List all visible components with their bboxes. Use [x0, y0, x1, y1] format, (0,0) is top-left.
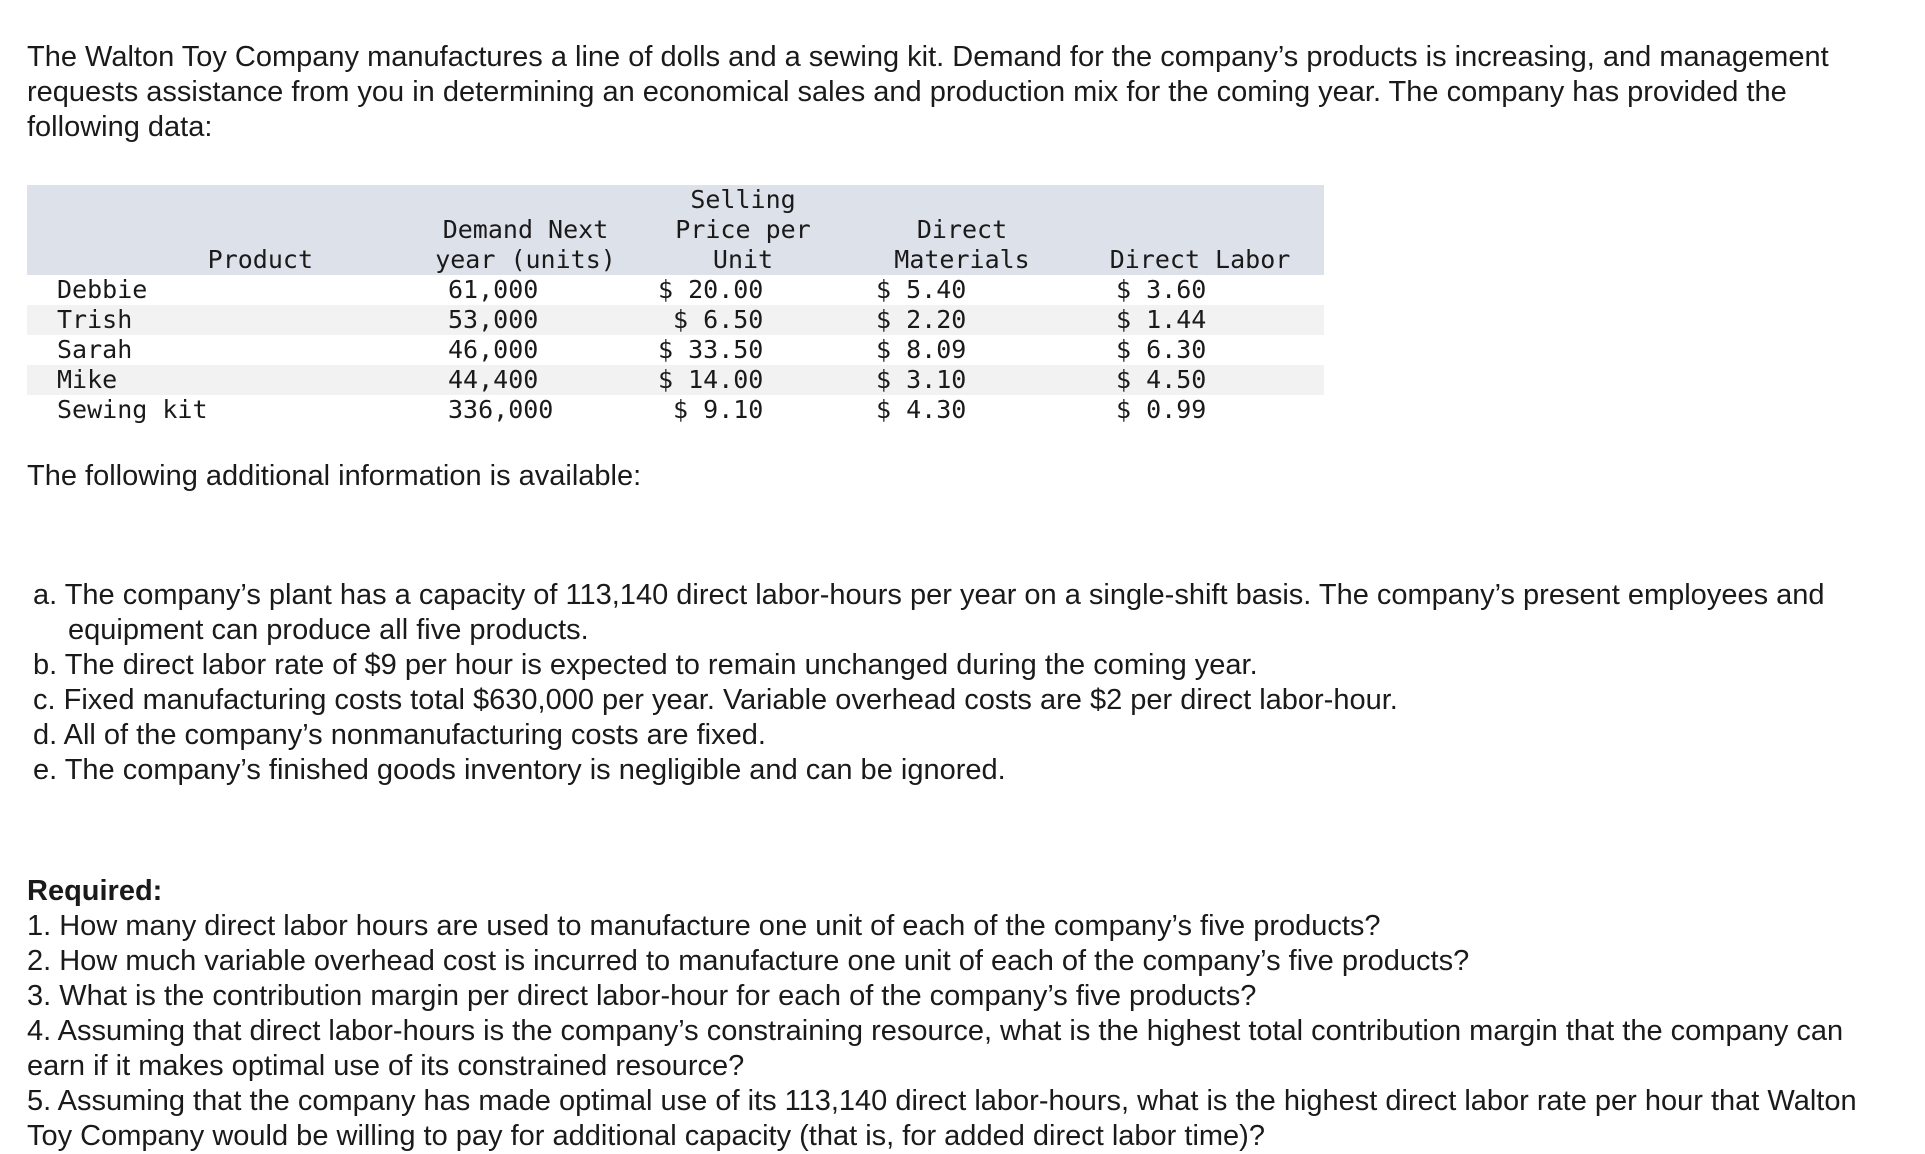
- header-direct-labor: Direct Labor: [1109, 245, 1291, 274]
- cell-product: Debbie: [57, 275, 148, 304]
- cell-direct-materials: $ 3.10: [876, 365, 967, 394]
- additional-info-heading: The following additional information is available:: [27, 460, 642, 492]
- list-item: 5. Assuming that the company has made optimal use of its 113,140 direct labor-hours, what is the highest direct labor rate per hour that Walton Toy Company would be willing to pay for additional capacity (that is, for added direct labor time)?: [27, 1085, 1857, 1152]
- cell-direct-labor: $ 3.60: [1116, 275, 1207, 304]
- list-item: d. All of the company’s nonmanufacturing costs are fixed.: [33, 719, 766, 751]
- table-row: [27, 395, 1324, 425]
- intro-paragraph: The Walton Toy Company manufactures a line of dolls and a sewing kit. Demand for the company’s products is increasing, and management requests assistance from you in determining an economical sales and production mix for the coming year. The company has provided the following data:: [27, 41, 1829, 143]
- cell-demand: 46,000: [448, 335, 539, 364]
- table-header-row: [27, 185, 1324, 275]
- cell-price: $ 9.10: [658, 395, 764, 424]
- required-section: [27, 874, 1907, 1154]
- list-item: e. The company’s finished goods inventory is negligible and can be ignored.: [33, 754, 1006, 786]
- cell-direct-materials: $ 5.40: [876, 275, 967, 304]
- cell-price: $ 33.50: [658, 335, 764, 364]
- additional-info-list: [27, 578, 1907, 788]
- list-item: b. The direct labor rate of $9 per hour is expected to remain unchanged during the coming year.: [33, 649, 1258, 681]
- cell-price: $ 14.00: [658, 365, 764, 394]
- cell-direct-materials: $ 8.09: [876, 335, 967, 364]
- list-item: 4. Assuming that direct labor-hours is the company’s constraining resource, what is the highest total contribution margin that the company can earn if it makes optimal use of its constrained resource?: [27, 1015, 1844, 1082]
- required-list: [27, 909, 1907, 1154]
- cell-direct-materials: $ 4.30: [876, 395, 967, 424]
- problem-page: [27, 40, 1907, 1154]
- table-row: [27, 335, 1324, 365]
- cell-demand: 61,000: [448, 275, 539, 304]
- header-product: Product: [207, 245, 313, 274]
- table-row: [27, 305, 1324, 335]
- header-direct-materials: Direct Materials: [894, 215, 1030, 274]
- cell-product: Mike: [57, 365, 118, 394]
- cell-direct-labor: $ 4.50: [1116, 365, 1207, 394]
- list-item: c. Fixed manufacturing costs total $630,000 per year. Variable overhead costs are $2 per direct labor-hour.: [33, 684, 1398, 716]
- cell-demand: 53,000: [448, 305, 539, 334]
- header-demand: Demand Next year (units): [435, 215, 616, 274]
- header-price: Selling Price per Unit: [675, 185, 811, 274]
- cell-direct-labor: $ 0.99: [1116, 395, 1207, 424]
- cell-direct-labor: $ 1.44: [1116, 305, 1207, 334]
- list-item: 1. How many direct labor hours are used to manufacture one unit of each of the company’s five products?: [27, 910, 1381, 942]
- cell-direct-materials: $ 2.20: [876, 305, 967, 334]
- cell-product: Sarah: [57, 335, 133, 364]
- table-row: [27, 365, 1324, 395]
- list-item: a. The company’s plant has a capacity of 113,140 direct labor-hours per year on a single-shift basis. The company’s present employees and equipment can produce all five products.: [33, 579, 1825, 646]
- product-data-table: [27, 185, 1324, 425]
- cell-product: Sewing kit: [57, 395, 208, 424]
- cell-direct-labor: $ 6.30: [1116, 335, 1207, 364]
- table-row: [27, 275, 1324, 305]
- cell-price: $ 6.50: [658, 305, 764, 334]
- cell-price: $ 20.00: [658, 275, 764, 304]
- cell-product: Trish: [57, 305, 133, 334]
- list-item: 3. What is the contribution margin per direct labor-hour for each of the company’s five products?: [27, 980, 1257, 1012]
- list-item: 2. How much variable overhead cost is incurred to manufacture one unit of each of the company’s five products?: [27, 945, 1470, 977]
- cell-demand: 336,000: [448, 395, 554, 424]
- cell-demand: 44,400: [448, 365, 539, 394]
- required-title: Required:: [27, 875, 163, 907]
